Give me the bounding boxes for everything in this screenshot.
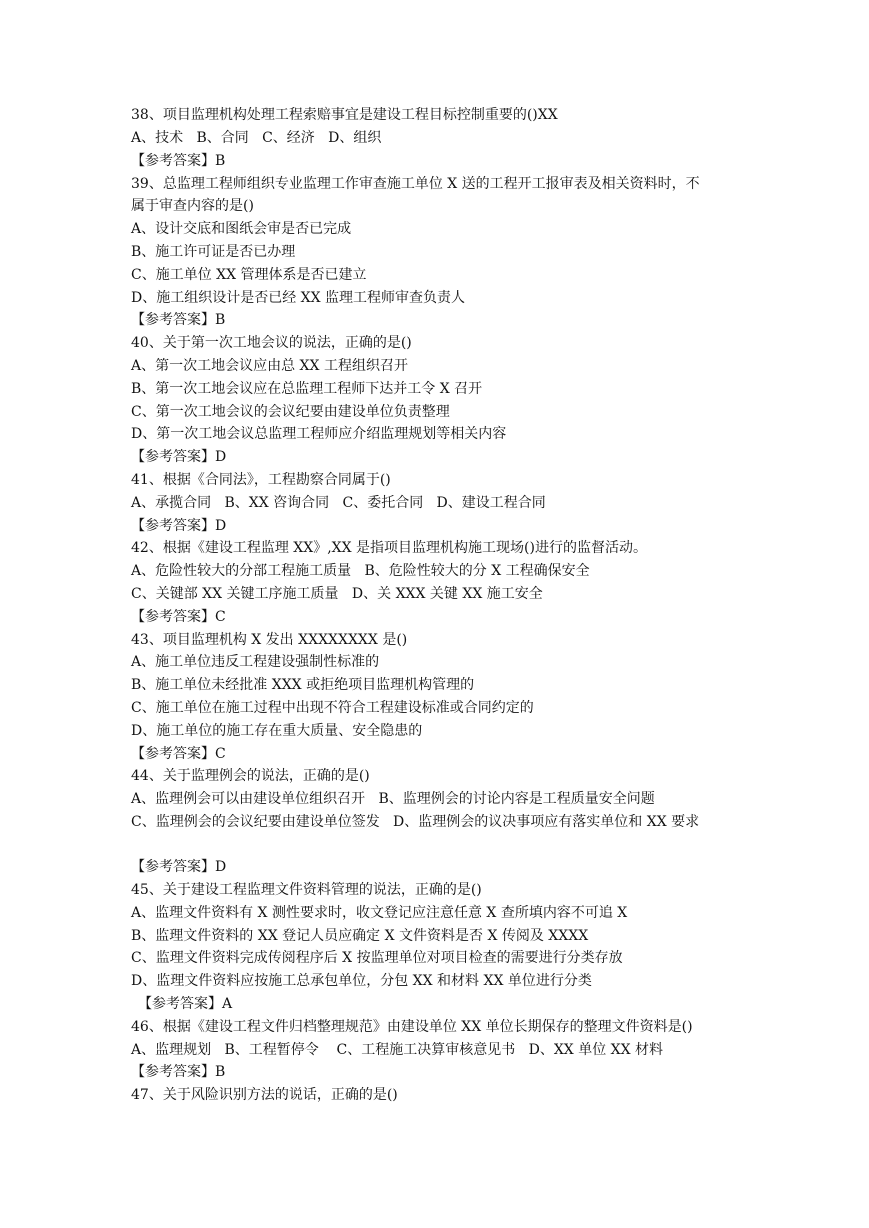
option-43-b: B、施工单位未经批准 XXX 或拒绝项目监理机构管理的 — [131, 677, 475, 693]
answer-45: 【参考答案】A — [138, 996, 233, 1012]
question-42: 42、根据《建设工程监理 XX》,XX 是指项目监理机构施工现场()进行的监督活动。 — [131, 540, 647, 556]
option-39-a: A、设计交底和图纸会审是否已完成 — [131, 221, 352, 237]
question-44: 44、关于监理例会的说法，正确的是() — [131, 768, 370, 784]
option-45-d: D、监理文件资料应按施工总承包单位，分包 XX 和材料 XX 单位进行分类 — [131, 973, 592, 989]
question-39-cont: 属于审查内容的是() — [131, 198, 254, 214]
answer-42: 【参考答案】C — [131, 609, 226, 625]
answer-39: 【参考答案】B — [131, 312, 226, 328]
answer-40: 【参考答案】D — [131, 449, 227, 465]
question-47: 47、关于风险识别方法的说话，正确的是() — [131, 1087, 398, 1103]
question-41: 41、根据《合同法》，工程勘察合同属于() — [131, 472, 391, 488]
answer-38: 【参考答案】B — [131, 153, 226, 169]
options-42-ab: A、危险性较大的分部工程施工质量 B、危险性较大的分 X 工程确保安全 — [131, 563, 590, 579]
options-41: A、承揽合同 B、XX 咨询合同 C、委托合同 D、建设工程合同 — [131, 495, 546, 511]
option-40-c: C、第一次工地会议的会议纪要由建设单位负责整理 — [131, 404, 450, 420]
option-39-c: C、施工单位 XX 管理体系是否已建立 — [131, 267, 367, 283]
options-46: A、监理规划 B、工程暂停令 C、工程施工决算审核意见书 D、XX 单位 XX 材料 — [131, 1042, 664, 1058]
options-44-cd: C、监理例会的会议纪要由建设单位签发 D、监理例会的议决事项应有落实单位和 XX 要求 — [131, 814, 700, 830]
option-40-a: A、第一次工地会议应由总 XX 工程组织召开 — [131, 358, 408, 374]
option-40-d: D、第一次工地会议总监理工程师应介绍监理规划等相关内容 — [131, 426, 507, 442]
option-43-a: A、施工单位违反工程建设强制性标准的 — [131, 654, 380, 670]
options-42-cd: C、关键部 XX 关键工序施工质量 D、关 XXX 关键 XX 施工安全 — [131, 586, 543, 602]
option-45-b: B、监理文件资料的 XX 登记人员应确定 X 文件资料是否 X 传阅及 XXXX — [131, 928, 589, 944]
question-46: 46、根据《建设工程文件归档整理规范》由建设单位 XX 单位长期保存的整理文件资料是() — [131, 1019, 693, 1035]
option-45-c: C、监理文件资料完成传阅程序后 X 按监理单位对项目检查的需要进行分类存放 — [131, 950, 623, 966]
question-45: 45、关于建设工程监理文件资料管理的说法，正确的是() — [131, 882, 482, 898]
option-43-c: C、施工单位在施工过程中出现不符合工程建设标准或合同约定的 — [131, 700, 534, 716]
question-43: 43、项目监理机构 X 发出 XXXXXXXX 是() — [131, 632, 408, 648]
answer-41: 【参考答案】D — [131, 518, 227, 534]
answer-46: 【参考答案】B — [131, 1064, 226, 1080]
option-40-b: B、第一次工地会议应在总监理工程师下达并工令 X 召开 — [131, 381, 483, 397]
option-39-b: B、施工许可证是否已办理 — [131, 244, 296, 260]
options-44-ab: A、监理例会可以由建设单位组织召开 B、监理例会的讨论内容是工程质量安全问题 — [131, 791, 655, 807]
options-38: A、技术 B、合同 C、经济 D、组织 — [131, 130, 382, 146]
option-45-a: A、监理文件资料有 X 测性要求时，收文登记应注意任意 X 查所填内容不可追 X — [131, 905, 628, 921]
answer-43: 【参考答案】C — [131, 746, 226, 762]
option-39-d: D、施工组织设计是否已经 XX 监理工程师审查负责人 — [131, 290, 466, 306]
question-38: 38、项目监理机构处理工程索赔事宜是建设工程目标控制重要的()XX — [131, 107, 558, 123]
question-39: 39、总监理工程师组织专业监理工作审查施工单位 X 送的工程开工报审表及相关资料时，不 — [131, 176, 700, 192]
option-43-d: D、施工单位的施工存在重大质量、安全隐患的 — [131, 723, 423, 739]
answer-44: 【参考答案】D — [131, 859, 227, 875]
question-40: 40、关于第一次工地会议的说法，正确的是() — [131, 335, 412, 351]
